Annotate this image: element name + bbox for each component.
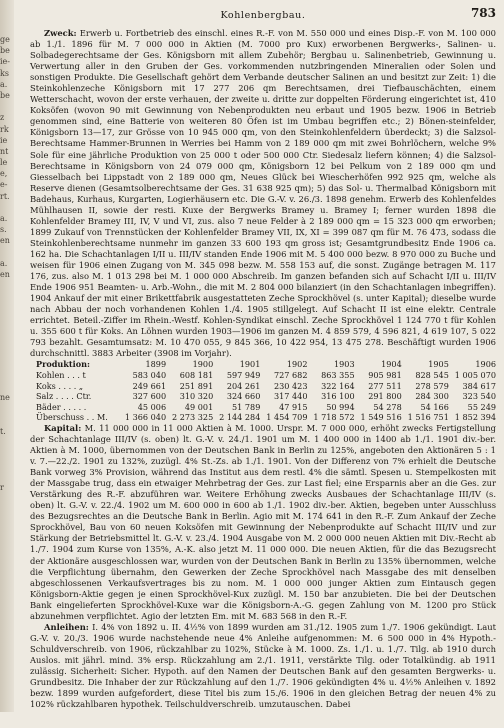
margin-fragment: [0, 560, 12, 571]
margin-fragment: ie-: [0, 57, 10, 67]
production-row-label: Kohlen . . . t: [36, 370, 86, 380]
production-header-row: [30, 359, 496, 370]
production-value: 1 852 394: [454, 412, 496, 423]
margin-fragment: le: [0, 158, 8, 168]
production-row: [30, 402, 496, 413]
page-header: [30, 8, 496, 28]
production-value: 1 366 040: [124, 412, 167, 423]
production-value: 1 516 751: [407, 412, 449, 423]
margin-fragment: a.: [0, 214, 8, 223]
margin-fragment: en: [0, 269, 10, 279]
margin-fragment: [0, 280, 12, 291]
margin-fragment: [0, 515, 12, 526]
margin-fragment: [0, 537, 12, 548]
production-value: 310 320: [179, 391, 214, 402]
margin-fragment: [0, 705, 12, 716]
margin-fragment: [0, 661, 12, 672]
margin-fragment: e-: [0, 180, 8, 190]
production-value: 327 600: [132, 391, 167, 402]
margin-fragment: t.: [0, 426, 6, 436]
margin-fragment: [0, 627, 12, 638]
margin-fragment: [0, 716, 12, 727]
margin-fragment: [0, 504, 12, 515]
margin-fragment: [0, 370, 12, 381]
production-value: 230 423: [274, 380, 308, 391]
margin-fragment: [0, 616, 12, 627]
production-value: 251 891: [179, 380, 214, 391]
production-value: 51 789: [232, 401, 261, 412]
production-value: 45 006: [137, 401, 167, 412]
margin-fragment: [0, 448, 12, 459]
margin-fragment: [0, 437, 12, 448]
production-value: 54 278: [373, 401, 402, 412]
production-value: 2 144 284: [219, 412, 261, 423]
margin-fragment: [0, 101, 12, 112]
production-value: 249 661: [132, 380, 167, 391]
previous-page-fragments: [0, 34, 12, 728]
production-value: 291 800: [368, 391, 402, 402]
production-value: 1 005 070: [454, 370, 496, 380]
margin-fragment: [0, 325, 12, 336]
margin-fragment: [0, 571, 12, 582]
production-table: [30, 359, 496, 423]
zweck-paragraph: [30, 28, 496, 359]
production-value: 324 660: [226, 391, 261, 402]
production-value: 1 549 516: [360, 412, 402, 423]
production-value: 284 300: [415, 391, 449, 402]
production-year: 1902: [286, 359, 308, 370]
production-row-label: Salz . . . . Ctr.: [36, 391, 92, 402]
margin-fragment: [0, 605, 12, 616]
production-value: 54 166: [420, 401, 449, 412]
production-row: [30, 370, 496, 381]
production-value: 322 164: [321, 380, 355, 391]
production-value: 49 001: [184, 401, 214, 412]
production-value: 727 682: [274, 370, 308, 380]
production-year: 1905: [428, 359, 449, 370]
kapital-label: Kapital:: [44, 422, 82, 433]
margin-fragment: [0, 470, 12, 481]
production-row-label: Bäder . . . . .: [36, 401, 87, 412]
zweck-text: Erwerb u. Fortbetrieb des einschl. eines R.-F. von M. 550 000 und eines Disp.-F. von M. 100 000 ab 1./1. 1896 für M. 7 000 000 in Aktien (M. 7000 pro Kux) erworbenen Bergwerks-, Salinen- u. Solbadegerechtsame der Ges. Königsborn mit allem Zubehör; Bergbau u. Salinenbetrieb, Gewinnung u. Verwertung aller in den Gruben der Ges. vorkommenden nutzbringenden Mineralien oder Solen und sonstigen Produkte. Die Gesellschaft gehört dem Verbande deutscher Salinen an und besitzt zur Zeit: 1) die Steinkohlenzeche Königsborn mit 17 277 206 qm Berechtsamen, drei Tiefbauschächten, einem Wetterschacht, wovon der erste verhauen, der zweite u. dritte zur doppelten Förderung eingerichtet ist, 410 Koksöfen (wovon 90 mit Gewinnung von Nebenprodukten neu erbaut und 1905 bezw. 1906 in Betrieb genommen sind, eine Batterie von weiteren 80 Öfen ist im Umbau begriffen etc.; 2) Bönen-steinfelder, Königsborn 13—17, zur Grösse von 10 945 000 qm, von den Steinkohlenfeldern überdeckt; 3) die Salzsol-Berechtsame Hammer-Brunnen in Werries bei Hamm von 2 189 000 qm mit zwei Bohrlöchern, welche 9% Sole für eine jährliche Produktion von 25 000 t oder 500 000 Ctr. Siedesalz liefern können; 4) die Salzsol-Berechtsame in Königsborn von 24 079 000 qm, Königsborn 12 bei Pelkum von 2 189 000 qm und Giesselbach bei Lippstadt von 2 189 000 qm, Neues Glück bei Wiescherhöfen 992 925 qm, welche als Reserve dienen (Gesamtsolberechtsame der Ges. 31 638 925 qm); 5) das Sol- u. Thermalbad Königsborn mit Badehaus, Kurhaus, Kurgarten, Logierhäusern etc. Die G.-V. v. 26./3. 1898 genehm. Erwerb des Kohlenfeldes Mühlhausen II, sowie der resti. Kuxe der Bergwerks Bramey u. Bramey I; ferner wurden 1898 die Kohlenfelder Bramey III, IV, V und VI, zus. also 7 neue Felder à 2 189 000 qm = 15 323 000 qm erworben; 1899 Zukauf von Trennstücken der Kohlenfelder Bramey VII, IX, XI = 399 087 qm für M. 76 473, sodass die Steinkohlenberechtsame nunmehr im ganzen 33 600 193 qm gross ist; Gesamtgrundbesitz Ende 1906 ca. 162 ha. Die Schachtanlagen I/II u. III/IV standen Ende 1906 mit M. 5 400 000 bezw. 8 970 000 zu Buche und weisen für 1906 einen Zugang von M. 345 098 bezw. M. 558 153 auf, die sonst. Zugänge betragen M. 117 176, zus. also M. 1 013 298 bei M. 1 000 000 Abschreib. Im ganzen befanden sich auf Schacht I/II u. III/IV Ende 1906 951 Beamten- u. Arb.-Wohn., die mit M. 2 804 000 bilanziert (in den Schachtanlagen inbegriffen). 1904 Ankauf der mit einer Brikettfabrik ausgestatteten Zeche Sprockhövel (s. unter Kapital); dieselbe wurde nach Abbau der noch vorhandenen Kohlen 1./4. 1905 stillgelegt. Auf Schacht II ist eine elektr. Centrale errichtet. Beteil.-Ziffer im Rhein.-Westf. Kohlen-Syndikat einschl. Zeche Sprockhövel 1 124 770 t für Kohlen u. 355 600 t für Koks. An Löhnen wurden 1903—1906 im ganzen M. 4 859 579, 4 596 821, 4 619 107, 5 022 793 bezahlt. Gesamtumsatz: M. 10 470 055, 9 845 366, 10 422 954, 13 475 278. Beschäftigt wurden 1906 durchschnittl. 3883 Arbeiter (3908 im Vorjahr).: [30, 28, 497, 359]
page-number: 783: [470, 6, 496, 20]
margin-fragment: ne: [0, 393, 10, 402]
production-value: 1 454 709: [266, 412, 308, 423]
production-value: 828 545: [415, 370, 449, 380]
production-row: [30, 391, 496, 402]
production-year: 1906: [475, 359, 496, 370]
production-value: 597 949: [226, 370, 261, 380]
production-row: [30, 381, 496, 392]
margin-fragment: en: [0, 236, 10, 246]
production-year: 1904: [381, 359, 402, 370]
document-page: [30, 8, 496, 710]
margin-fragment: [0, 649, 12, 660]
anleihen-paragraph: [30, 622, 496, 710]
margin-fragment: [0, 403, 12, 414]
margin-fragment: ie: [0, 135, 8, 145]
margin-fragment: r: [0, 482, 4, 492]
production-year: 1900: [192, 359, 214, 370]
margin-fragment: [0, 303, 12, 314]
margin-fragment: [0, 526, 12, 537]
production-value: 55 249: [467, 401, 496, 412]
margin-fragment: [0, 694, 12, 705]
margin-fragment: rt.: [0, 191, 10, 201]
margin-fragment: [0, 336, 12, 347]
margin-fragment: [0, 549, 12, 560]
margin-fragment: a.: [0, 258, 8, 268]
margin-fragment: be: [0, 46, 10, 56]
margin-fragment: [0, 381, 12, 392]
production-value: 277 511: [368, 380, 402, 391]
production-value: 204 261: [226, 380, 261, 391]
production-value: 384 617: [462, 380, 496, 391]
margin-fragment: [0, 358, 12, 369]
production-value: 50 994: [326, 401, 355, 412]
production-value: 317 440: [274, 391, 308, 402]
running-head: Kohlenbergbau.: [220, 10, 306, 21]
production-value: 47 915: [279, 401, 308, 412]
production-row: [30, 412, 496, 423]
production-value: 278 579: [415, 380, 449, 391]
margin-fragment: a.: [0, 79, 8, 89]
margin-fragment: e,: [0, 169, 8, 179]
kapital-text: M. 11 000 000 in 11 000 Aktien à M. 1000. Urspr. M. 7 000 000, erhöht zwecks Fertigstellung der Schachtanlage III/IV (s. oben) lt. G.-V. v. 24./1. 1901 um M. 1 400 000 in 1400 ab 1./1. 1901 div.-ber. Aktien à M. 1000, übernommen von der Deutschen Bank in Berlin zu 125%, angeboten den Aktionären 5 : 1 v. 7.—22./2. 1901 zu 132%, zuzügl. 4% St.-Zs. ab 1./1. 1901. Von der Differenz von 7% erhielt die Deutsche Bank vorweg 3% Provision, während das Institut aus dem restl. 4% die sämtl. Spesen u. Stempelkosten mit der Massgabe trug, dass ein etwaiger Mehrbetrag der Ges. zur Last fiel; eine Ersparnis aber an die Ges. zur Verstärkung des R.-F. abzuführen war. Weitere Erhöhung zwecks Ausbaues der Schachtanlage III/IV (s. oben) lt. G.-V. v. 22./4. 1902 um M. 600 000 in 600 ab 1./1. 1902 div.-ber. Aktien, begeben unter Ausschluss des Bezugsrechtes an die Deutsche Bank in Berlin. Agio mit M. 174 641 in den R.-F. Zum Ankauf der Zeche Sprockhövel, Bau von 60 neuen Koksöfen mit Gewinnung der Nebenprodukte auf Schacht III/IV und zur Stärkung der Betriebsmittel lt. G.-V. v. 23./4. 1904 Ausgabe von M. 2 000 000 neuen Aktien mit Div.-Recht ab 1./7. 1904 zum Kurse von 135%, A.-K. also jetzt M. 11 000 000. Die neuen Aktien, für die das Bezugsrecht der Aktionäre ausgeschlossen war, wurden von der Deutschen Bank in Berlin zu 135% übernommen, welche die Verpflichtung übernahm, den Gewerken der Zeche Sprockhövel nach Massgabe des mit denselben abgeschlossenen Verkaufsvertrages bis zu nom. M. 1 000 000 junger Aktien zum Eintausch gegen Königsborn-Aktie gegen je einen Sprockhövel-Kux zuzügl. M. 150 bar anzubieten. Die bei der Deutschen Bank eingelieferten Sprockhövel-Kuxe war die Königsborn-A.-G. gegen Zahlung von M. 1200 pro Stück abzunehmen verpflichtet. Agio der letzten Em. mit M. 683 568 in den R.-F.: [30, 422, 496, 621]
margin-fragment: z: [0, 113, 5, 123]
margin-fragment: ks: [0, 68, 9, 78]
production-value: 1 718 572: [313, 412, 355, 423]
margin-fragment: nt: [0, 146, 9, 156]
production-value: 323 540: [462, 391, 496, 402]
production-value: 583 040: [132, 370, 167, 380]
production-value: 863 355: [321, 370, 355, 380]
margin-fragment: ge: [0, 35, 10, 44]
margin-fragment: [0, 202, 12, 213]
margin-fragment: s.: [0, 225, 7, 235]
production-year: 1899: [145, 359, 167, 370]
kapital-paragraph: [30, 423, 496, 622]
margin-fragment: [0, 493, 12, 504]
margin-fragment: [0, 593, 12, 604]
zweck-label: Zweck:: [44, 28, 77, 38]
margin-fragment: be: [0, 90, 10, 100]
production-label: Produktion:: [36, 359, 90, 370]
margin-fragment: [0, 582, 12, 593]
margin-fragment: rk: [0, 124, 9, 134]
margin-fragment: [0, 638, 12, 649]
margin-fragment: [0, 414, 12, 425]
production-value: 2 273 325: [172, 412, 214, 423]
anleihen-label: Anleihen:: [44, 621, 89, 632]
margin-fragment: [0, 291, 12, 302]
production-row-label: Koks . . . . „: [36, 380, 84, 391]
margin-fragment: [0, 683, 12, 694]
margin-fragment: [0, 347, 12, 358]
production-row-label: Überschuss . . M.: [36, 412, 108, 423]
margin-fragment: [0, 672, 12, 683]
production-value: 316 100: [321, 391, 355, 402]
margin-fragment: [0, 247, 12, 258]
production-year: 1901: [239, 359, 261, 370]
production-value: 905 981: [368, 370, 402, 380]
margin-fragment: [0, 314, 12, 325]
production-value: 608 181: [179, 370, 214, 380]
production-year: 1903: [334, 359, 355, 370]
anleihen-text: I. 4% von 1892 u. II. 4½% von 1899 wurden am 31./12. 1905 zum 1./7. 1906 gekündigt. Laut G.-V. v. 20./3. 1906 wurde nachstehende neue 4% Anleihe aufgenommen: M. 6 500 000 in 4% Hypoth.-Schuldverschreib. von 1906, rückzahlbar zu 102%, Stücke à M. 1000. Zs. 1./1. u. 1./7. Tilg. ab 1910 durch Auslos. mit jährl. mind. 3% ersp. Rückzahlung am 2./1. 1911, verstärkte Tilg. oder Totalkündig. ab 1911 zulässig. Sicherheit: Sicher. Hypoth. auf den Namen der Deutschen Bank auf den gesamten Bergwerks- u. Grundbesitz. Die Inhaber der zur Rückzahlung auf den 1./7. 1906 gekündigten 4% u. 4½% Anleihen v. 1892 bezw. 1899 wurden aufgefordert, diese Titel bis zum 15./6. 1906 in den gleichen Betrag der neuen 4% zu 102% rückzahlbaren hypothek. Teilschuldverschreib. umzutauschen. Dabei: [30, 621, 496, 710]
margin-fragment: [0, 459, 12, 470]
